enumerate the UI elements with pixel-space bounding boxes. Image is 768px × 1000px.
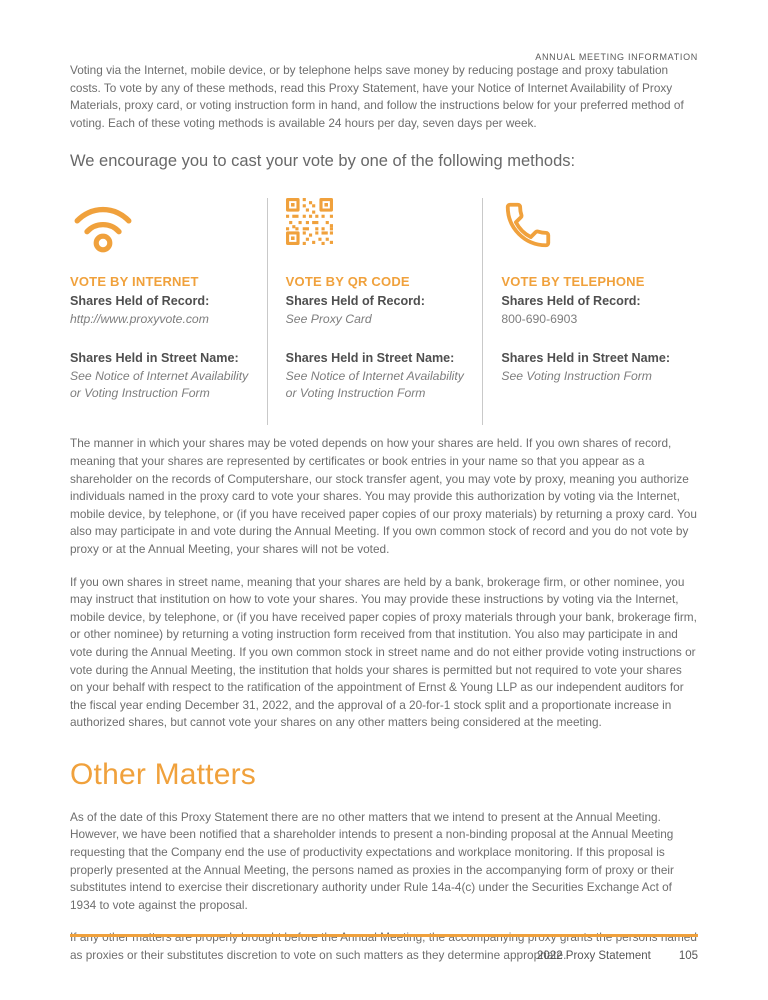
vote-by-telephone-column bbox=[482, 198, 698, 425]
other-matters-paragraph-1: As of the date of this Proxy Statement there are no other matters that we intend to present at the Annual Meeting. However, we have been notified that a shareholder intends to present a non-binding proposal at the Annual Meeting requesting that the Company end the use of productivity expectations and workplace monitoring. If this proposal is properly presented at the Annual Meeting, the persons named as proxies in the accompanying form of proxy or their substitutes intend to exercise their discretionary authority under Rule 14a-4(c) under the Securities Exchange Act of 1934 to vote against the proposal. bbox=[70, 809, 674, 912]
street-label: Shares Held in Street Name: bbox=[285, 351, 455, 366]
running-header: ANNUAL MEETING INFORMATION bbox=[535, 52, 698, 62]
vote-methods-heading: We encourage you to cast your vote by one of the following methods: bbox=[70, 152, 576, 171]
page-footer bbox=[70, 934, 698, 962]
paragraph-street-name: If you own shares in street name, meaning that your shares are held by a bank, brokerage firm, or other nominee, you may instruct that institution on how to vote your shares. You may provide these instructions by voting via the Internet, mobile device, by telephone, or (if you have received paper copies of proxy materials through your bank, brokerage firm, or other nominee) by returning a voting instruction form received from that institution. You also may participate in and vote during the Annual Meeting. If you own common stock in street name and do not either provide voting instructions or vote during the Annual Meeting, the institution that holds your shares is permitted but not required to vote your shares on your behalf with respect to the ratification of the appointment of Ernst & Young LLP as our independent auditors for the fiscal year ending December 31, 2022, and the approval of a 20-for-1 stock split and a proportionate increase in authorized shares, but cannot vote your shares on any other matters being considered at the meeting. bbox=[70, 574, 697, 730]
vote-by-qr-column bbox=[267, 198, 483, 425]
record-value: See Proxy Card bbox=[285, 312, 372, 327]
footer-document-title: 2022 Proxy Statement bbox=[537, 950, 651, 962]
method-title: VOTE BY QR CODE bbox=[285, 274, 410, 290]
vote-methods-row bbox=[70, 198, 698, 425]
record-label: Shares Held of Record: bbox=[70, 294, 210, 309]
qr-code-icon bbox=[286, 198, 333, 250]
street-value: See Notice of Internet Availability or Voting Instruction Form bbox=[285, 369, 464, 401]
record-label: Shares Held of Record: bbox=[501, 294, 641, 309]
footer-page-number: 105 bbox=[678, 950, 698, 962]
vote-by-internet-column bbox=[70, 198, 267, 425]
intro-paragraph: Voting via the Internet, mobile device, or by telephone helps save money by reducing postage and proxy tabulation costs. To vote by any of these methods, read this Proxy Statement, have your Notice of Internet Availability of Proxy Materials, proxy card, or voting instruction form in hand, and follow the instructions below for your preferred method of voting. Each of these voting methods is available 24 hours per day, seven days per week. bbox=[70, 63, 684, 130]
street-label: Shares Held in Street Name: bbox=[70, 351, 239, 366]
street-value: See Voting Instruction Form bbox=[501, 369, 652, 384]
phone-icon bbox=[501, 198, 555, 257]
record-label: Shares Held of Record: bbox=[285, 294, 425, 309]
method-title: VOTE BY TELEPHONE bbox=[501, 274, 645, 290]
wifi-icon bbox=[70, 198, 136, 259]
other-matters-title: Other Matters bbox=[70, 757, 256, 791]
street-value: See Notice of Internet Availability or Voting Instruction Form bbox=[70, 369, 249, 401]
other-matters-paragraph-2: If any other matters are properly brought before the Annual Meeting, the accompanying proxy grants the persons named as proxies or their substitutes discretion to vote on such matters as they determine appropriate. bbox=[70, 930, 697, 963]
record-value-phone: 800-690-6903 bbox=[501, 312, 578, 327]
record-value-url[interactable]: http://www.proxyvote.com bbox=[70, 312, 209, 327]
method-title: VOTE BY INTERNET bbox=[70, 274, 199, 290]
paragraph-shares-of-record: The manner in which your shares may be voted depends on how your shares are held. If you own shares of record, meaning that your shares are represented by certificates or book entries in your name so that you appear as a shareholder on the records of Computershare, our stock transfer agent, you may vote by proxy, meaning you authorize individuals named in the proxy card to vote your shares. You may provide this authorization by voting via the Internet, mobile device, by telephone, or (if you have received paper copies of our proxy materials) by returning a proxy card. You also may participate in and vote during the Annual Meeting. If you own common stock of record and you do not vote by proxy or at the Annual Meeting, your shares will not be voted. bbox=[70, 436, 697, 556]
street-label: Shares Held in Street Name: bbox=[501, 351, 671, 366]
